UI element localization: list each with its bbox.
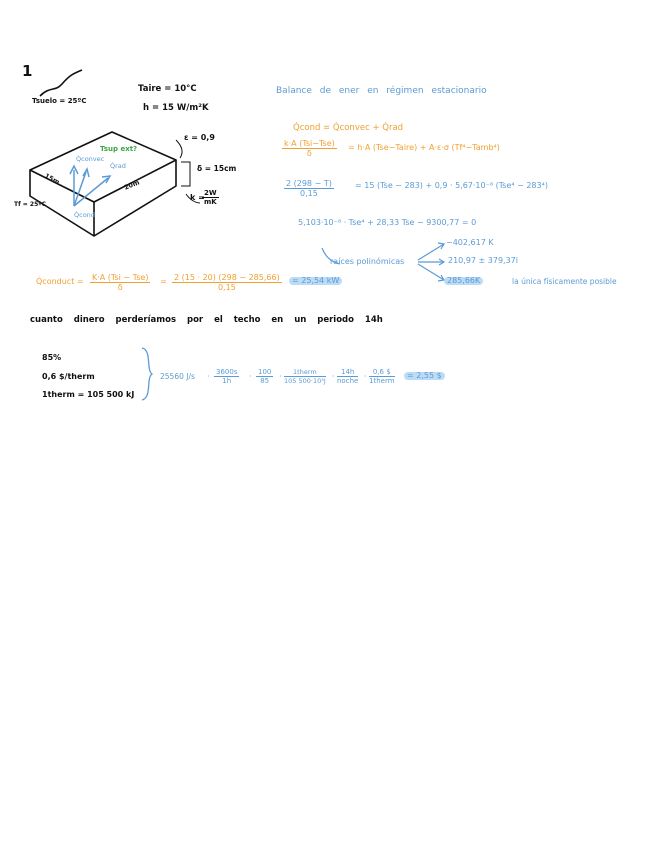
conduction-formula-numerator: K·A (Tsi − Tse) bbox=[92, 273, 149, 282]
t-aire-label: Taire = 10°C bbox=[138, 84, 197, 94]
balance-equation: Q̇cond = Q̇convec + Q̇rad bbox=[293, 123, 404, 133]
eq2-lhs-numerator: k·A (Tsi−Tse) bbox=[284, 139, 335, 148]
cost-fraction-2 bbox=[256, 369, 273, 385]
cost-fraction-3-denominator: 105 500·10³J bbox=[284, 376, 326, 385]
cost-term-1: 25560 J/s bbox=[160, 372, 195, 381]
problem-number: 1 bbox=[22, 62, 33, 80]
therm-definition: 1therm = 105 500 kJ bbox=[42, 390, 135, 399]
cost-fraction-4 bbox=[337, 369, 358, 385]
dimension-a-label: 15m bbox=[43, 171, 61, 187]
cost-fraction-3-numerator: 1therm bbox=[293, 368, 317, 376]
h-label: h = 15 W/m²K bbox=[143, 103, 209, 113]
cost-fraction-1 bbox=[214, 369, 239, 385]
qrad-label: Q̇rad bbox=[110, 162, 126, 170]
eq3-lhs-denominator: 0,15 bbox=[284, 188, 334, 198]
efficiency-value: 85% bbox=[42, 353, 62, 362]
qcond-label: Q̇cond bbox=[74, 211, 95, 219]
root-3-note: la única físicamente posible bbox=[512, 277, 617, 286]
eq2-lhs-denominator: δ bbox=[282, 148, 337, 158]
conduction-equals: = bbox=[160, 277, 167, 286]
cost-dot-4: · bbox=[332, 372, 335, 381]
eq2-rhs: = h·A (Tse−Taire) + A·ε·σ (Tf⁴−Tamb⁴) bbox=[348, 143, 500, 152]
cost-fraction-2-denominator: 85 bbox=[256, 376, 273, 385]
cost-fraction-5-denominator: 1therm bbox=[369, 377, 395, 385]
dimension-b-label: 20m bbox=[122, 178, 141, 192]
t-sup-label: Tsup ext? bbox=[100, 145, 138, 153]
conduction-result: = 25,54 kW bbox=[289, 277, 342, 285]
conduction-values-numerator: 2 (15 · 20) (298 − 285,66) bbox=[174, 273, 280, 282]
root-2: 210,97 ± 379,37i bbox=[448, 256, 518, 265]
qconvec-label: Q̇convec bbox=[76, 155, 105, 163]
conduction-formula-denominator: δ bbox=[90, 282, 150, 292]
cost-dot-1: · bbox=[207, 372, 210, 381]
cost-result: = 2,55 $ bbox=[404, 372, 445, 380]
cost-fraction-5-numerator: 0,6 $ bbox=[372, 368, 391, 376]
k-label: k = bbox=[190, 193, 205, 202]
conduction-label: Q̇conduct = bbox=[36, 277, 84, 286]
k-numerator: 2W bbox=[204, 189, 217, 197]
k-denominator: mK bbox=[203, 198, 217, 206]
root-1: −402,617 K bbox=[446, 238, 494, 247]
cost-dot-5: · bbox=[364, 372, 367, 381]
polynomial-equation: 5,103·10⁻⁸ · Tse⁴ + 28,33 Tse − 9300,77 = 0 bbox=[298, 218, 477, 227]
cost-fraction-5 bbox=[369, 369, 395, 385]
price-value: 0,6 $/therm bbox=[42, 372, 95, 381]
cost-dot-2: · bbox=[249, 372, 252, 381]
thickness-label: δ = 15cm bbox=[197, 164, 237, 173]
cost-dot-3: · bbox=[279, 372, 282, 381]
conduction-values-denominator: 0,15 bbox=[172, 282, 282, 292]
cost-fraction-4-denominator: noche bbox=[337, 377, 359, 385]
cost-fraction-1-numerator: 3600s bbox=[216, 368, 238, 376]
cost-fraction-4-numerator: 14h bbox=[340, 368, 355, 376]
question-text: cuanto dinero perderíamos por el techo en un periodo 14h bbox=[30, 315, 383, 325]
raices-label: raíces polinómicas bbox=[330, 257, 405, 266]
emissivity-label: ε = 0,9 bbox=[184, 133, 215, 142]
balance-title: Balance de ener en régimen estacionario bbox=[276, 86, 487, 96]
eq3-lhs-numerator: 2 (298 − T) bbox=[286, 179, 332, 188]
root-3: 285,66K bbox=[444, 277, 483, 285]
eq3-rhs: = 15 (Tse − 283) + 0,9 · 5,67·10⁻⁸ (Tse⁴ − 283⁴) bbox=[355, 181, 548, 190]
t-f-label: Tf = 25ºC bbox=[14, 201, 47, 208]
cost-fraction-3 bbox=[284, 369, 326, 384]
cost-fraction-1-denominator: 1h bbox=[214, 376, 239, 385]
cost-fraction-2-numerator: 100 bbox=[258, 368, 272, 376]
t-suelo-label: Tsuelo = 25ºC bbox=[32, 97, 87, 105]
